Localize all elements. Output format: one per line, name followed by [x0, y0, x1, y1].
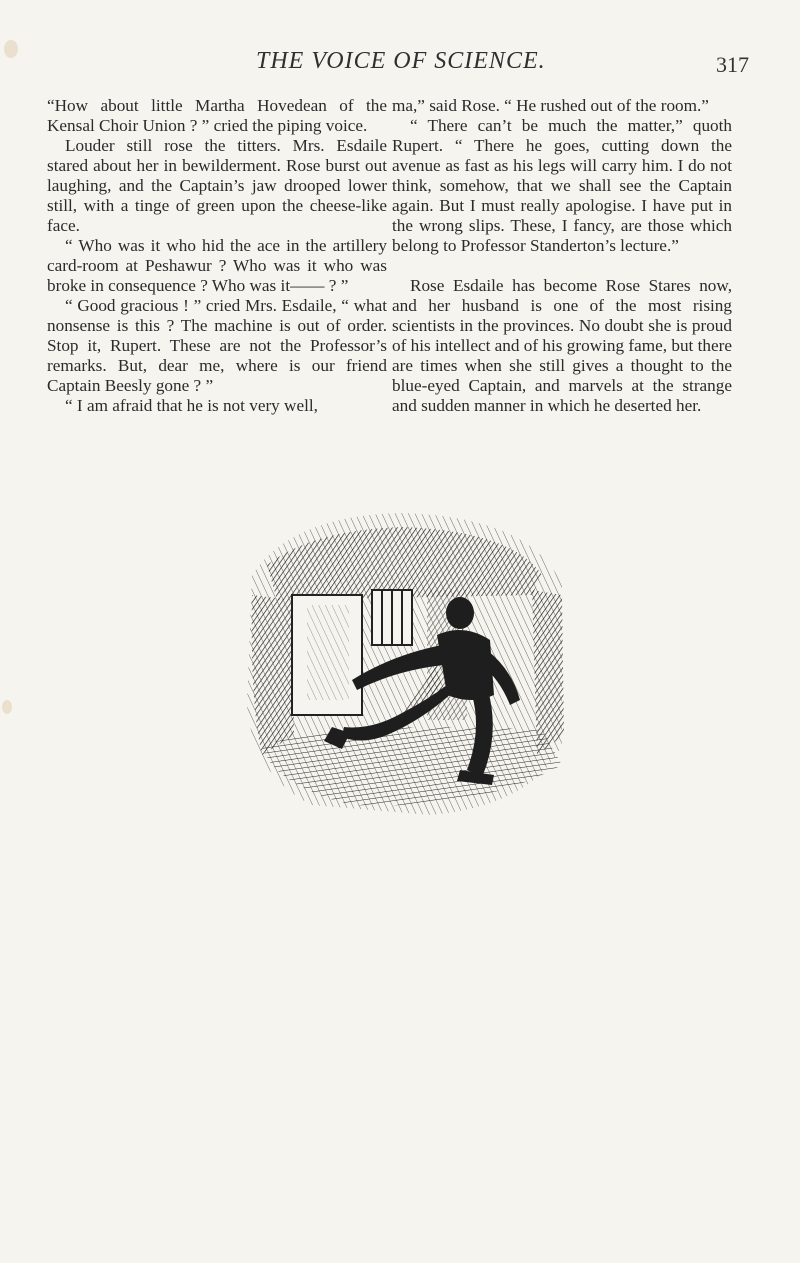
page-number: 317 [716, 52, 749, 77]
right-text-column [392, 96, 732, 416]
page-header [0, 48, 800, 88]
paragraph: “ There can’t be much the matter,” quoth Rupert. “ There he goes, cutting down the avenue as fast as his legs will carry him. I do not think, somehow, that we shall see the Captain again. But I must really apologise. I have put in the wrong slips. These, I fancy, are those which belong to Professor Standerton’s lecture.” [392, 116, 732, 255]
running-title: THE VOICE OF SCIENCE. [256, 48, 546, 74]
paragraph: “ Who was it who hid the ace in the artillery card-room at Peshawur ? Who was it who was broke in consequence ? Who was it—— ? ” [47, 236, 387, 295]
paragraph: “ Good gracious ! ” cried Mrs. Esdaile, “ what nonsense is this ? The machine is out of order. Stop it, Rupert. These are not the Professor’s remarks. But, dear me, where is our friend Captain Beesly gone ? ” [47, 296, 387, 395]
paragraph: Rose Esdaile has become Rose Stares now, and her husband is one of the most rising scientists in the provinces. No doubt she is proud of his intellect and of his growing fame, but there are times when she still gives a thought to the blue-eyed Captain, and marvels at the strange and sudden manner in which he deserted her. [392, 276, 732, 415]
paragraph: Louder still rose the titters. Mrs. Esdaile stared about her in bewilderment. Rose burst out laughing, and the Captain’s jaw drooped lower still, with a tinge of green upon the cheese-like face. [47, 136, 387, 235]
engraving-illustration [232, 505, 572, 820]
paragraph: ma,” said Rose. “ He rushed out of the room.” [392, 96, 709, 115]
paragraph: “ I am afraid that he is not very well, [65, 396, 318, 415]
paper-stain [2, 700, 12, 714]
running-man-engraving-icon [232, 505, 572, 820]
paper-stain [4, 40, 18, 58]
left-text-column [47, 96, 387, 416]
paragraph: “How about little Martha Hovedean of the Kensal Choir Union ? ” cried the piping voice. [47, 96, 387, 135]
